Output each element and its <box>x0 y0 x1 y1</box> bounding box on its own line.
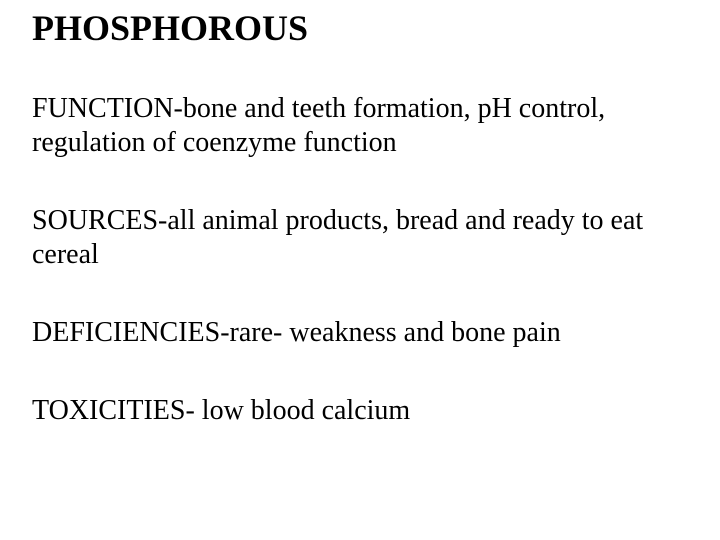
slide-body <box>32 92 702 428</box>
function-item: FUNCTION-bone and teeth formation, pH control, regulation of coenzyme function <box>32 93 606 158</box>
toxicities-item: TOXICITIES- low blood calcium <box>32 395 411 426</box>
sources-item: SOURCES-all animal products, bread and ready to eat cereal <box>32 205 644 270</box>
deficiencies-item: DEFICIENCIES-rare- weakness and bone pain <box>32 317 561 348</box>
slide-title: PHOSPHOROUS <box>32 8 309 48</box>
